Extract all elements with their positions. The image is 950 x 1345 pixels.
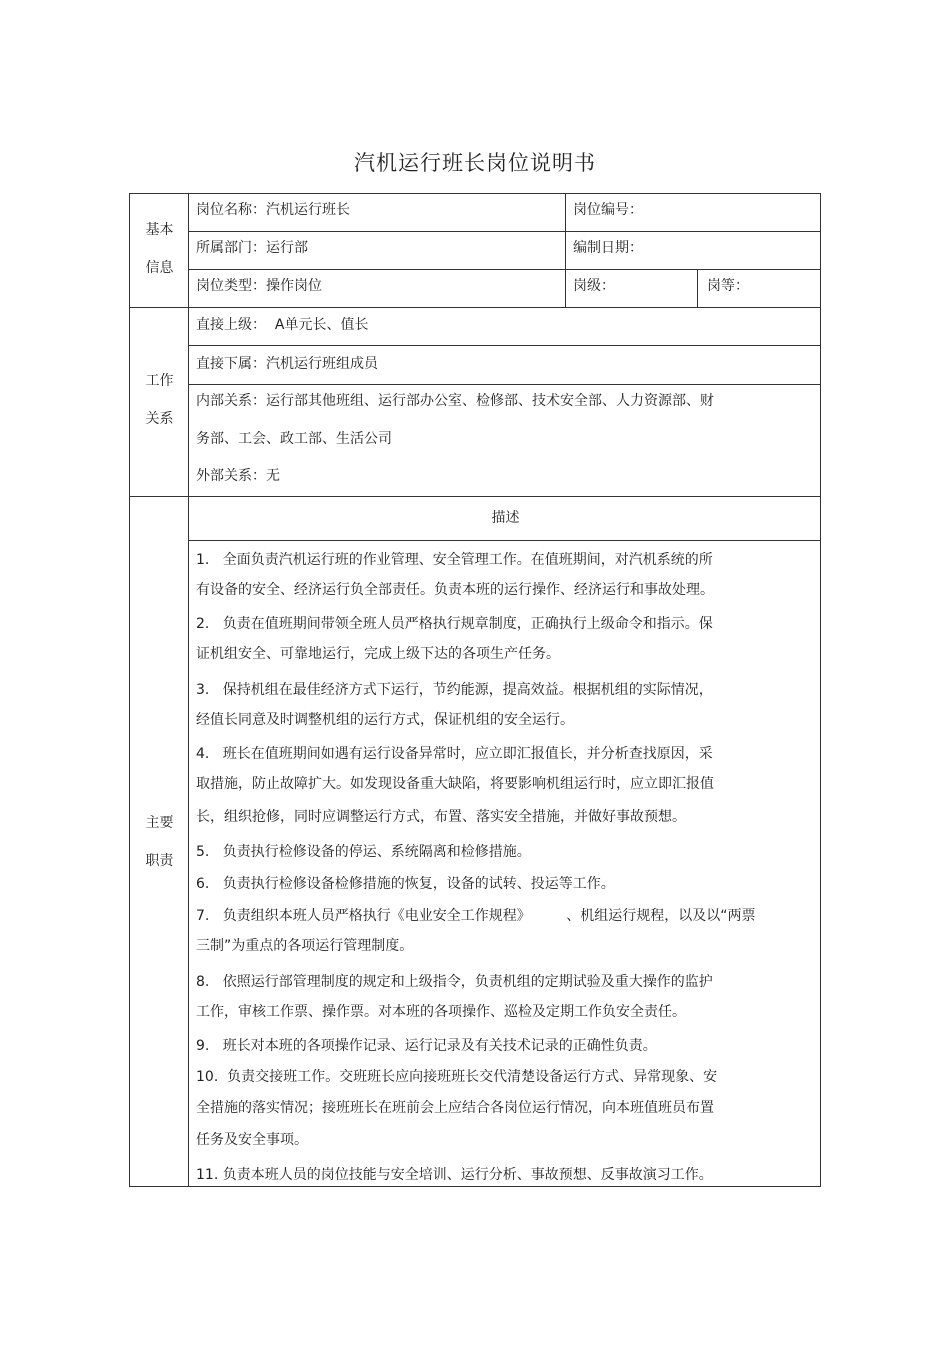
duty-line: 三制”为重点的各项运行管理制度。: [196, 938, 414, 954]
internal-relations: 内部关系：运行部其他班组、运行部办公室、检修部、技术安全部、人力资源部、财: [196, 393, 714, 409]
table-divider: [188, 193, 189, 1187]
section-label-line: 信息: [145, 260, 174, 276]
duty-line: 4. 班长在值班期间如遇有运行设备异常时，应立即汇报值长，并分析查找原因，采: [196, 746, 713, 762]
table-divider: [188, 384, 821, 385]
duty-line: 有设备的安全、经济运行负全部责任。负责本班的运行操作、经济运行和事故处理。: [196, 582, 714, 598]
duty-line: 9. 班长对本班的各项操作记录、运行记录及有关技术记录的正确性负责。: [196, 1038, 657, 1054]
duty-line: 经值长同意及时调整机组的运行方式，保证机组的安全运行。: [196, 712, 574, 728]
section-label-line: 职责: [145, 853, 174, 869]
department: 所属部门：运行部: [196, 240, 308, 256]
position-code: 岗位编号：: [573, 202, 643, 218]
table-divider: [188, 269, 821, 270]
duty-line: 8. 依照运行部管理制度的规定和上级指令，负责机组的定期试验及重大操作的监护: [196, 974, 713, 990]
section-label-line: 工作: [145, 373, 174, 389]
section-label-line: 基本: [145, 222, 174, 238]
duty-line: 1. 全面负责汽机运行班的作业管理、安全管理工作。在值班期间，对汽机系统的所: [196, 552, 713, 568]
duty-line: 10. 负责交接班工作。交班班长应向接班班长交代清楚设备运行方式、异常现象、安: [196, 1069, 718, 1085]
description-header: 描述: [491, 510, 520, 526]
grade: 岗级：: [573, 278, 615, 294]
duty-line: 11. 负责本班人员的岗位技能与安全培训、运行分析、事故预想、反事故演习工作。: [196, 1167, 713, 1183]
table-divider: [188, 231, 821, 232]
table-divider: [188, 540, 821, 541]
section-label-line: 关系: [145, 411, 174, 427]
page-title: 汽机运行班长岗位说明书: [354, 151, 596, 175]
duty-line: 7. 负责组织本班人员严格执行《电业安全工作规程》 、机组运行规程，以及以“两票: [196, 908, 756, 924]
section-label-line: 主要: [145, 815, 174, 831]
table-divider: [188, 345, 821, 346]
duty-line: 2. 负责在值班期间带领全班人员严格执行规章制度，正确执行上级命令和指示。保: [196, 616, 713, 632]
duty-line: 3. 保持机组在最佳经济方式下运行，节约能源，提高效益。根据机组的实际情况，: [196, 682, 713, 698]
duty-line: 取措施，防止故障扩大。如发现设备重大缺陷，将要影响机组运行时，应立即汇报值: [196, 776, 714, 792]
position-name: 岗位名称：汽机运行班长: [196, 202, 350, 218]
table-divider: [129, 307, 821, 308]
compile-date: 编制日期：: [573, 240, 643, 256]
duty-line: 长，组织抢修，同时应调整运行方式，布置、落实安全措施，并做好事故预想。: [196, 809, 686, 825]
rank: 岗等：: [707, 278, 749, 294]
section-label-basic-info: [130, 211, 189, 287]
direct-superior: 直接上级： A单元长、值长: [196, 317, 369, 333]
duty-line: 工作，审核工作票、操作票。对本班的各项操作、巡检及定期工作负安全责任。: [196, 1004, 686, 1020]
direct-subordinate: 直接下属：汽机运行班组成员: [196, 356, 378, 372]
duty-line: 任务及安全事项。: [196, 1132, 308, 1148]
section-label-duties: [130, 804, 189, 880]
duty-line: 6. 负责执行检修设备检修措施的恢复，设备的试转、投运等工作。: [196, 876, 615, 892]
table-divider: [697, 269, 698, 308]
section-label-work-relations: [130, 362, 189, 438]
internal-relations-cont: 务部、工会、政工部、生活公司: [196, 431, 392, 447]
duty-line: 证机组安全、可靠地运行，完成上级下达的各项生产任务。: [196, 646, 560, 662]
duty-line: 5. 负责执行检修设备的停运、系统隔离和检修措施。: [196, 844, 531, 860]
table-divider: [129, 496, 821, 497]
position-type: 岗位类型：操作岗位: [196, 278, 322, 294]
duty-line: 全措施的落实情况；接班班长在班前会上应结合各岗位运行情况，向本班值班员布置: [196, 1100, 714, 1116]
table-divider: [565, 193, 566, 308]
external-relations: 外部关系：无: [196, 468, 280, 484]
